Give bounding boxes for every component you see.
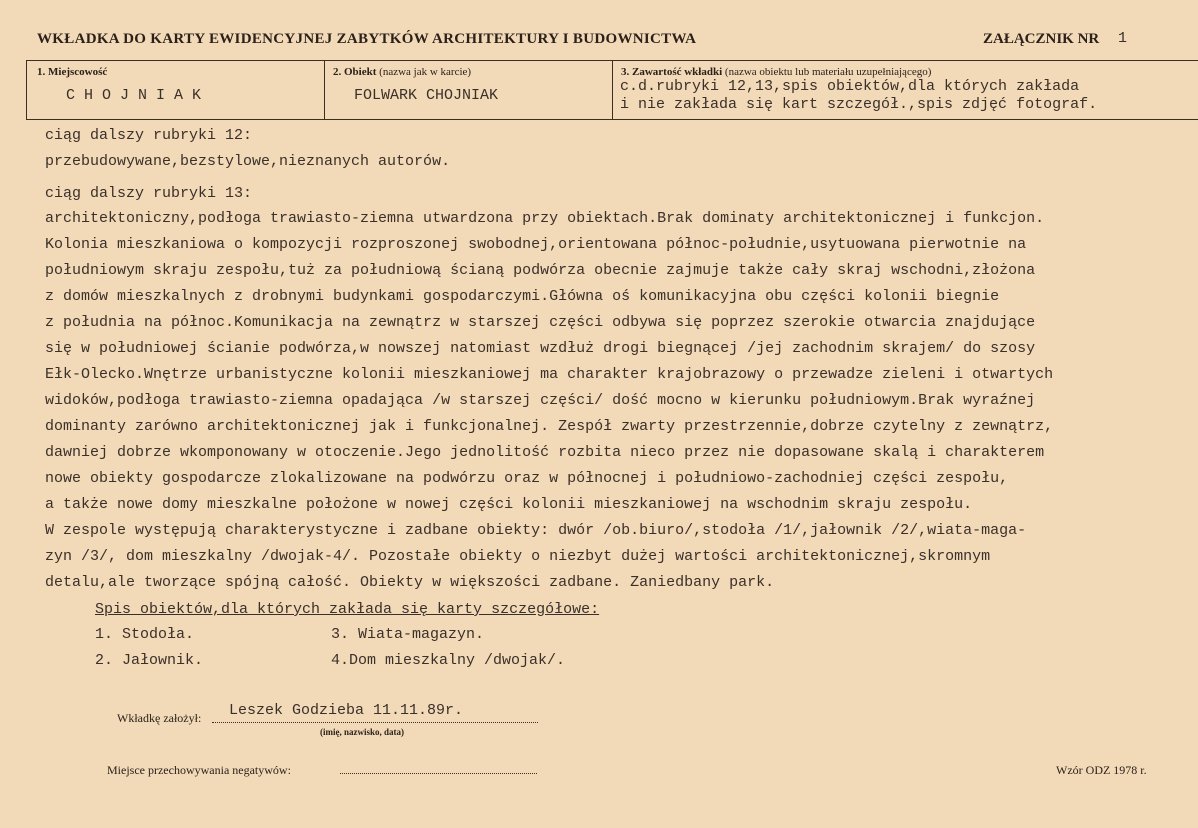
object-label [333,66,471,78]
body-line: południowym skraju zespołu,tuż za południową ścianą podwórza obecnie zajmuje także cały skraj wschodni,złożona [45,262,1036,279]
object-list-heading: Spis obiektów,dla których zakłada się karty szczegółowe: [95,601,600,618]
body-line: detalu,ale tworzące spójną całość. Obiekty w większości zadbane. Zaniedbany park. [45,574,775,591]
body-line: ciąg dalszy rubryki 13: [45,185,253,202]
box-divider-1 [324,60,325,119]
box-divider-2 [612,60,613,119]
created-by-fill-line [212,722,538,723]
content-value-line-2: i nie zakłada się kart szczegół.,spis zdjęć fotograf. [620,96,1098,113]
attachment-label: ZAŁĄCZNIK NR [983,31,1100,47]
body-line: Ełk-Olecko.Wnętrze urbanistyczne kolonii mieszkaniowej ma charakter krajobrazowy o przewadze zieleni i otwartych [45,366,1054,383]
body-line: zyn /3/, dom mieszkalny /dwojak-4/. Pozostałe obiekty o niezbyt dużej wartości architektonicznej,skromnym [45,548,991,565]
body-line: widoków,podłoga trawiasto-ziemna opadająca /w starszej części/ dość mocno w kierunku południowym.Brak wyraźnej [45,392,1036,409]
object-list-item: 2. Jałownik. [95,652,204,669]
created-by-hint: (imię, nazwisko, data) [320,727,404,737]
object-label-main: 2. Obiekt [333,66,377,78]
header-bottom-rule [26,119,1198,120]
body-line: architektoniczny,podłoga trawiasto-ziemna utwardzona przy obiektach.Brak dominaty architektonicznej i funkcjon. [45,210,1045,227]
content-value [620,78,1097,114]
body-line: dawniej dobrze wkomponowany w otoczenie.Jego jednolitość rozbita nieco przez nie dopasowane skalą i charakterem [45,444,1045,461]
body-line: ciąg dalszy rubryki 12: [45,127,253,144]
body-line: się w południowej ścianie podwórza,w nowszej natomiast wzdłuż drogi biegnącej /jej zachodnim skrajem/ do szosy [45,340,1036,357]
body-line: z domów mieszkalnych z drobnymi budynkami gospodarczymi.Główna oś komunikacyjna obu części kolonii biegnie [45,288,1000,305]
locality-label: 1. Miejscowość [37,66,108,78]
object-label-note: (nazwa jak w karcie) [379,66,472,78]
body-line: przebudowywane,bezstylowe,nieznanych autorów. [45,153,451,170]
object-list-item: 1. Stodoła. [95,626,195,643]
body-line: dominanty zarówno architektonicznej jak i funkcjonalnej. Zespół zwarty przestrzennie,dobrze czytelny z zewnątrz, [45,418,1054,435]
created-by-label: Wkładkę założył: [117,711,202,725]
content-label [621,66,931,78]
locality-value: CHOJNIAK [66,87,211,104]
form-title: WKŁADKA DO KARTY EWIDENCYJNEJ ZABYTKÓW ARCHITEKTURY I BUDOWNICTWA [37,31,697,47]
body-line: nowe obiekty gospodarcze zlokalizowane na podwórzu oraz w północnej i południowo-zachodniej części zespołu, [45,470,1009,487]
negatives-location-label: Miejsce przechowywania negatywów: [107,763,291,777]
negatives-location-fill-line [340,773,537,774]
box-divider-left [26,60,27,119]
object-list-item: 3. Wiata-magazyn. [331,626,485,643]
body-line: Kolonia mieszkaniowa o kompozycji rozproszonej swobodnej,orientowana północ-południe,usytuowana pierwotnie na [45,236,1027,253]
content-value-line-1: c.d.rubryki 12,13,spis obiektów,dla których zakłada [620,78,1080,95]
body-line: W zespole występują charakterystyczne i zadbane obiekty: dwór /ob.biuro/,stodoła /1/,jałownik /2/,wiata-maga- [45,522,1027,539]
content-label-main: 3. Zawartość wkładki [621,66,723,78]
body-line: z południa na północ.Komunikacja na zewnątrz w starszej części odbywa się poprzez szerokie otwarcia znajdujące [45,314,1036,331]
content-label-note: (nazwa obiektu lub materiału uzupełniającego) [724,66,932,78]
form-code: Wzór ODZ 1978 r. [1056,763,1147,777]
created-by-value: Leszek Godzieba 11.11.89r. [229,702,464,719]
body-line: a także nowe domy mieszkalne położone w nowej części kolonii mieszkaniowej na wschodnim skraju zespołu. [45,496,973,513]
attachment-number: 1 [1118,30,1128,47]
object-value: FOLWARK CHOJNIAK [354,87,499,104]
object-list-item: 4.Dom mieszkalny /dwojak/. [331,652,566,669]
